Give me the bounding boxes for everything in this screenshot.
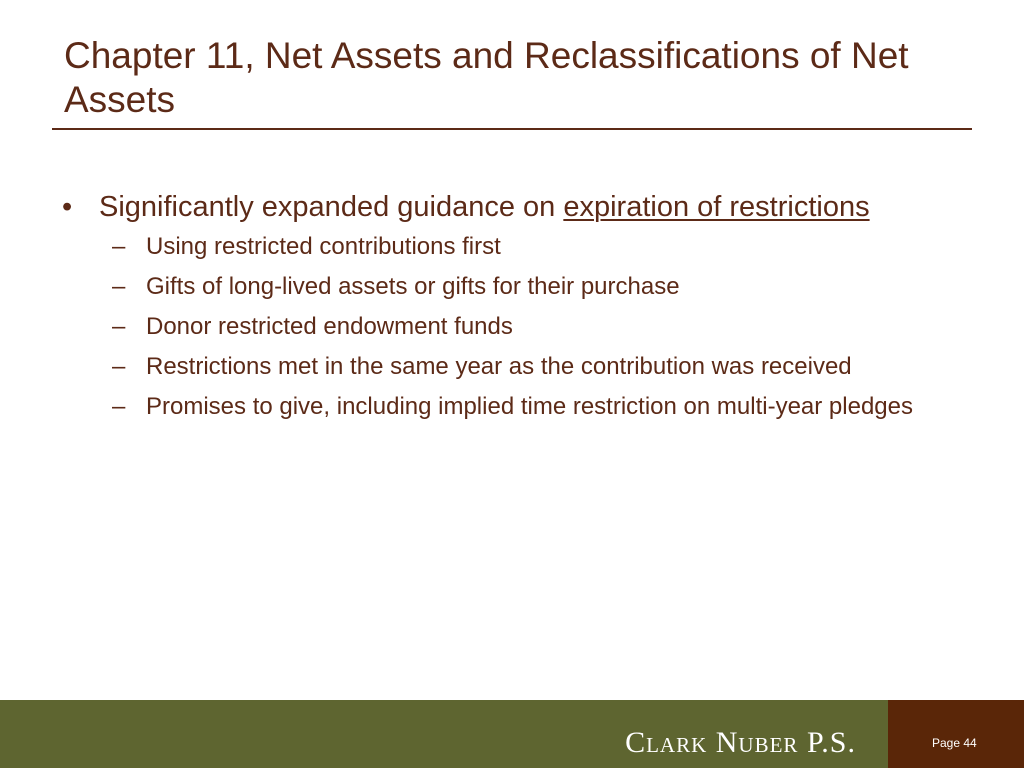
main-bullet-text: Significantly expanded guidance on [99, 191, 564, 223]
slide-title: Chapter 11, Net Assets and Reclassifications of Net Assets [64, 35, 909, 120]
company-logo: Clark Nuber P.S. [625, 726, 856, 759]
page-number: Page 44 [932, 736, 977, 750]
sub-bullet-text: Restrictions met in the same year as the contribution was received [146, 353, 852, 380]
dash-marker: – [112, 273, 126, 300]
bullet-marker: • [62, 191, 73, 223]
dash-marker: – [112, 313, 126, 340]
sub-bullet-item [62, 350, 992, 383]
sub-bullet-item [62, 230, 992, 263]
dash-marker: – [112, 353, 126, 380]
dash-marker: – [112, 233, 126, 260]
main-bullet [62, 188, 992, 226]
sub-bullet-text: Promises to give, including implied time restriction on multi-year pledges [146, 393, 913, 420]
sub-bullet-item [62, 390, 992, 423]
sub-bullet-list [62, 230, 992, 423]
sub-bullet-text: Using restricted contributions first [146, 233, 501, 260]
page-number-box [888, 700, 1024, 768]
dash-marker: – [112, 393, 126, 420]
sub-bullet-item [62, 270, 992, 303]
main-bullet-underlined-text: expiration of restrictions [563, 191, 870, 223]
footer-bar [0, 700, 1024, 768]
slide-body [62, 188, 992, 430]
sub-bullet-text: Donor restricted endowment funds [146, 313, 513, 340]
sub-bullet-text: Gifts of long-lived assets or gifts for their purchase [146, 273, 680, 300]
title-divider [52, 128, 972, 130]
sub-bullet-item [62, 310, 992, 343]
